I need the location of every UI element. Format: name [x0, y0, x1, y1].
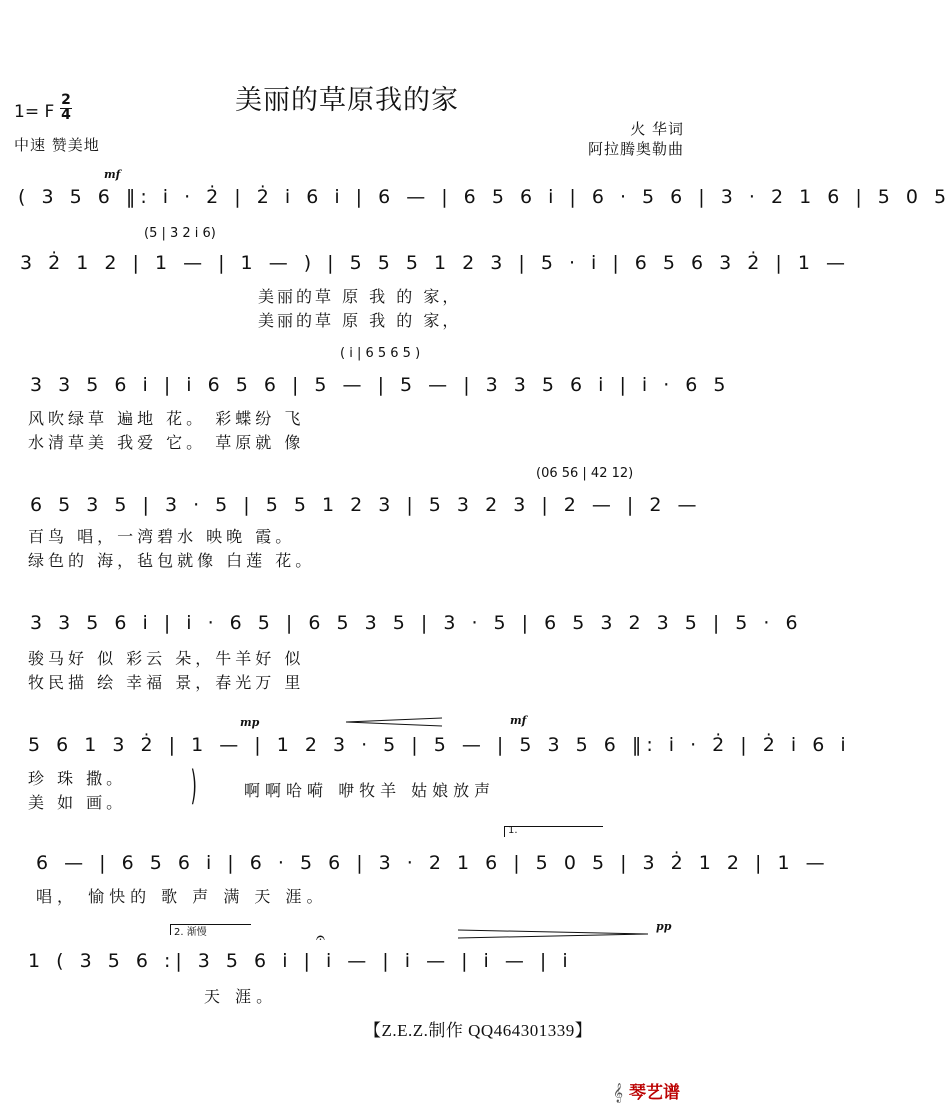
tempo-marking: 中速 赞美地 — [14, 136, 100, 154]
alternate-notes: (5 | 3 2 i 6) — [144, 226, 216, 241]
lyrics-verse-1: 珍 珠 撒。 — [28, 769, 127, 788]
crescendo-hairpin — [346, 712, 442, 722]
first-ending-bracket — [504, 826, 603, 837]
lyrics-verse-2: 美 如 画。 — [28, 793, 127, 812]
lyrics-verse-1: 美丽的草 原 我 的 家， — [258, 287, 462, 306]
song-title: 美丽的草原我的家 — [235, 85, 459, 116]
composer-credit: 阿拉腾奥勒曲 — [587, 140, 684, 158]
alternate-notes: ( i | 6 5 6 5 ) — [340, 346, 421, 361]
verse-brace: ) — [190, 763, 197, 809]
lyrics-verse-1: 骏马好 似 彩云 朵，牛羊好 似 — [28, 649, 305, 668]
notation-line: 5 6 1 3 2̇ | 1 — | 1 2 3 · 5 | 5 — | 5 3 5 6 ‖: i · 2̇ | 2̇ i 6 i — [28, 734, 851, 756]
brand-watermark — [613, 1078, 680, 1103]
hairpin-shape — [346, 717, 442, 727]
lyrics-verse-1: 天 涯。 — [204, 987, 278, 1006]
lyrics-verse-2: 牧民描 绘 幸福 景，春光万 里 — [28, 673, 305, 692]
lyrics-refrain: 啊啊哈嗬 咿牧羊 姑娘放声 — [244, 781, 496, 800]
fermata-icon: 𝄐 — [316, 928, 325, 947]
alternate-notes: (06 56 | 42 12) — [536, 466, 634, 481]
meter-top: 2 — [61, 92, 71, 108]
brand-name: 琴艺谱 — [629, 1083, 680, 1103]
lyricist-credit: 火 华词 — [630, 120, 684, 138]
lyrics-verse-1: 唱， 愉快的 歌 声 满 天 涯。 — [36, 887, 328, 906]
qinyipu-logo-icon: 𝄞 — [613, 1083, 624, 1103]
notation-line: 3 3 5 6 i | i · 6 5 | 6 5 3 5 | 3 · 5 | 6 5 3 2 3 5 | 5 · 6 — [30, 612, 803, 634]
maker-credit: 【Z.E.Z.制作 QQ464301339】 — [364, 1021, 593, 1040]
hairpin-shape — [458, 929, 648, 939]
notation-line: 3 3 5 6 i | i 6 5 6 | 5 — | 5 — | 3 3 5 6 i | i · 6 5 — [30, 374, 731, 396]
notation-line: 6 — | 6 5 6 i | 6 · 5 6 | 3 · 2 1 6 | 5 0 5 | 3 2̇ 1 2 | 1 — — [36, 852, 830, 874]
dynamic-mark: mp — [240, 716, 260, 729]
lyrics-verse-2: 绿色的 海，毡包就像 白莲 花。 — [28, 551, 316, 570]
time-signature — [60, 94, 72, 122]
notation-line: 6 5 3 5 | 3 · 5 | 5 5 1 2 3 | 5 3 2 3 | 2 — | 2 — — [30, 494, 702, 516]
key-signature: 1= F — [14, 102, 55, 122]
first-ending-label: 1. — [508, 825, 518, 836]
decrescendo-hairpin — [458, 924, 648, 934]
lyrics-verse-1: 百鸟 唱，一湾碧水 映晚 霞。 — [28, 527, 296, 546]
lyrics-verse-1: 风吹绿草 遍地 花。 彩蝶纷 飞 — [28, 409, 305, 428]
dynamic-mark: mf — [104, 168, 121, 181]
notation-line: 3 2̇ 1 2 | 1 — | 1 — ) | 5 5 5 1 2 3 | 5 · i | 6 5 6 3 2̇ | 1 — — [20, 252, 851, 274]
meter-bottom: 4 — [61, 107, 71, 123]
notation-line: 1 ( 3 5 6 :| 3 5 6 i | i — | i — | i — | i — [28, 950, 573, 972]
notation-line: ( 3 5 6 ‖: i · 2̇ | 2̇ i 6 i | 6 — | 6 5 6 i | 6 · 5 6 | 3 · 2 1 6 | 5 0 5 — [18, 186, 951, 208]
dynamic-mark-2: mf — [510, 714, 527, 727]
lyrics-verse-2: 水清草美 我爱 它。 草原就 像 — [28, 433, 305, 452]
second-ending-label: 2. 渐慢 — [174, 927, 207, 938]
dynamic-mark: pp — [656, 920, 672, 933]
lyrics-verse-2: 美丽的草 原 我 的 家， — [258, 311, 462, 330]
second-ending-bracket — [170, 924, 251, 938]
